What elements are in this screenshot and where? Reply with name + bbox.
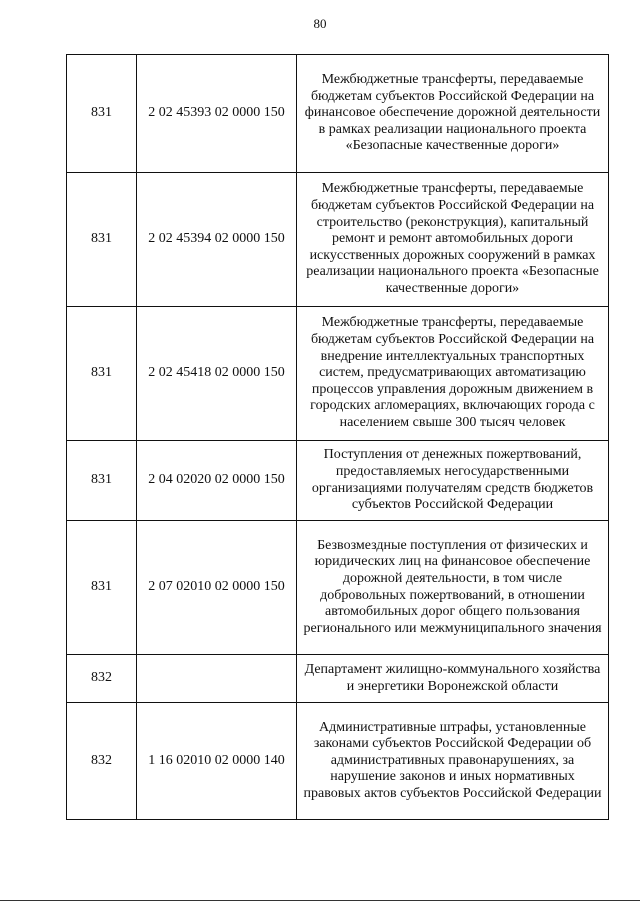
page-bottom-border: [0, 900, 640, 901]
table-row: [67, 307, 609, 441]
revenue-name-cell: Поступления от денежных пожертвований, предоставляемых негосударственными организациями получателям средств бюджетов субъектов Российской Федерации: [297, 441, 609, 521]
department-name-cell: Департамент жилищно-коммунального хозяйства и энергетики Воронежской области: [297, 655, 609, 703]
table-row: [67, 655, 609, 703]
admin-code-cell: 831: [67, 173, 137, 307]
budget-classification-table: [66, 54, 609, 820]
page-number: 80: [313, 16, 327, 31]
table-row: [67, 703, 609, 820]
revenue-code-cell: 2 07 02010 02 0000 150: [137, 521, 297, 655]
revenue-name-cell: Безвозмездные поступления от физических и юридических лиц на финансовое обеспечение дорожной деятельности, в том числе добровольных пожертвований, в отношении автомобильных дорог общего пользования регионального или межмуниципального значения: [297, 521, 609, 655]
revenue-code-cell: 1 16 02010 02 0000 140: [137, 703, 297, 820]
table-row: [67, 521, 609, 655]
admin-code-cell: 831: [67, 307, 137, 441]
revenue-name-cell: Межбюджетные трансферты, передаваемые бюджетам субъектов Российской Федерации на строительство (реконструкция), капитальный ремонт и ремонт автомобильных дороги искусственных дорожных сооружений в рамках реализации национального проекта «Безопасные качественные дороги»: [297, 173, 609, 307]
table-row: [67, 441, 609, 521]
revenue-code-cell: 2 02 45393 02 0000 150: [137, 55, 297, 173]
revenue-name-cell: Межбюджетные трансферты, передаваемые бюджетам субъектов Российской Федерации на внедрение интеллектуальных транспортных систем, предусматривающих автоматизацию процессов управления дорожным движением в городских агломерациях, включающих города с населением свыше 300 тысяч человек: [297, 307, 609, 441]
admin-code-cell: 831: [67, 55, 137, 173]
revenue-code-cell: [137, 655, 297, 703]
revenue-code-cell: 2 04 02020 02 0000 150: [137, 441, 297, 521]
admin-code-cell: 832: [67, 703, 137, 820]
admin-code-cell: 831: [67, 441, 137, 521]
revenue-code-cell: 2 02 45418 02 0000 150: [137, 307, 297, 441]
table-row: [67, 55, 609, 173]
admin-code-cell: 831: [67, 521, 137, 655]
revenue-name-cell: Межбюджетные трансферты, передаваемые бюджетам субъектов Российской Федерации на финансовое обеспечение дорожной деятельности в рамках реализации национального проекта «Безопасные качественные дороги»: [297, 55, 609, 173]
revenue-name-cell: Административные штрафы, установленные законами субъектов Российской Федерации об административных правонарушениях, за нарушение законов и иных нормативных правовых актов субъектов Российской Федерации: [297, 703, 609, 820]
admin-code-cell: 832: [67, 655, 137, 703]
table-row: [67, 173, 609, 307]
revenue-code-cell: 2 02 45394 02 0000 150: [137, 173, 297, 307]
